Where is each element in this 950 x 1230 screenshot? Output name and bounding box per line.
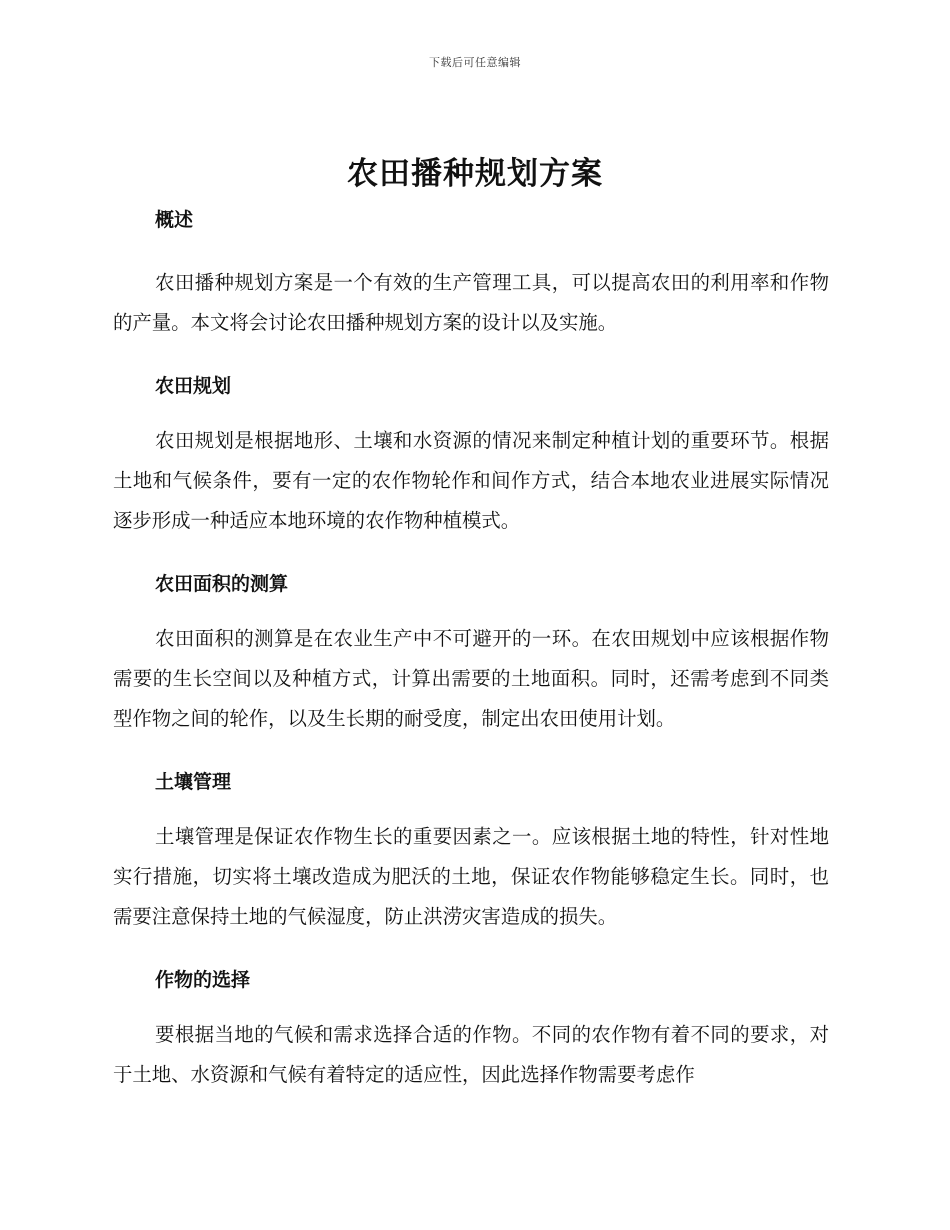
document-body	[113, 205, 829, 1095]
section-heading-overview: 概述	[155, 209, 194, 231]
section-heading-crop-selection: 作物的选择	[155, 969, 251, 991]
section-body-area-calculation: 农田面积的测算是在农业生产中不可避开的一环。在农田规划中应该根据作物需要的生长空间以及种植方式，计算出需要的土地面积。同时，还需考虑到不同类型作物之间的轮作，以及生长期的耐受度，制定出农田使用计划。	[113, 627, 829, 730]
section-body-farmland-planning: 农田规划是根据地形、土壤和水资源的情况来制定种植计划的重要环节。根据土地和气候条件，要有一定的农作物轮作和间作方式，结合本地农业进展实际情况逐步形成一种适应本地环境的农作物种植模式。	[113, 429, 829, 532]
section-heading-farmland-planning: 农田规划	[155, 375, 232, 397]
document-title: 农田播种规划方案	[347, 156, 603, 192]
section-body-overview: 农田播种规划方案是一个有效的生产管理工具，可以提高农田的利用率和作物的产量。本文将会讨论农田播种规划方案的设计以及实施。	[113, 271, 829, 334]
section-body-soil-management: 土壤管理是保证农作物生长的重要因素之一。应该根据土地的特性，针对性地实行措施，切实将土壤改造成为肥沃的土地，保证农作物能够稳定生长。同时，也需要注意保持土地的气候湿度，防止洪涝灾害造成的损失。	[113, 825, 829, 928]
header-note: 下载后可任意编辑	[429, 56, 521, 69]
section-body-crop-selection: 要根据当地的气候和需求选择合适的作物。不同的农作物有着不同的要求，对于土地、水资源和气候有着特定的适应性，因此选择作物需要考虑作	[113, 1023, 829, 1086]
section-heading-soil-management: 土壤管理	[155, 771, 232, 793]
section-heading-area-calculation: 农田面积的测算	[155, 573, 289, 595]
